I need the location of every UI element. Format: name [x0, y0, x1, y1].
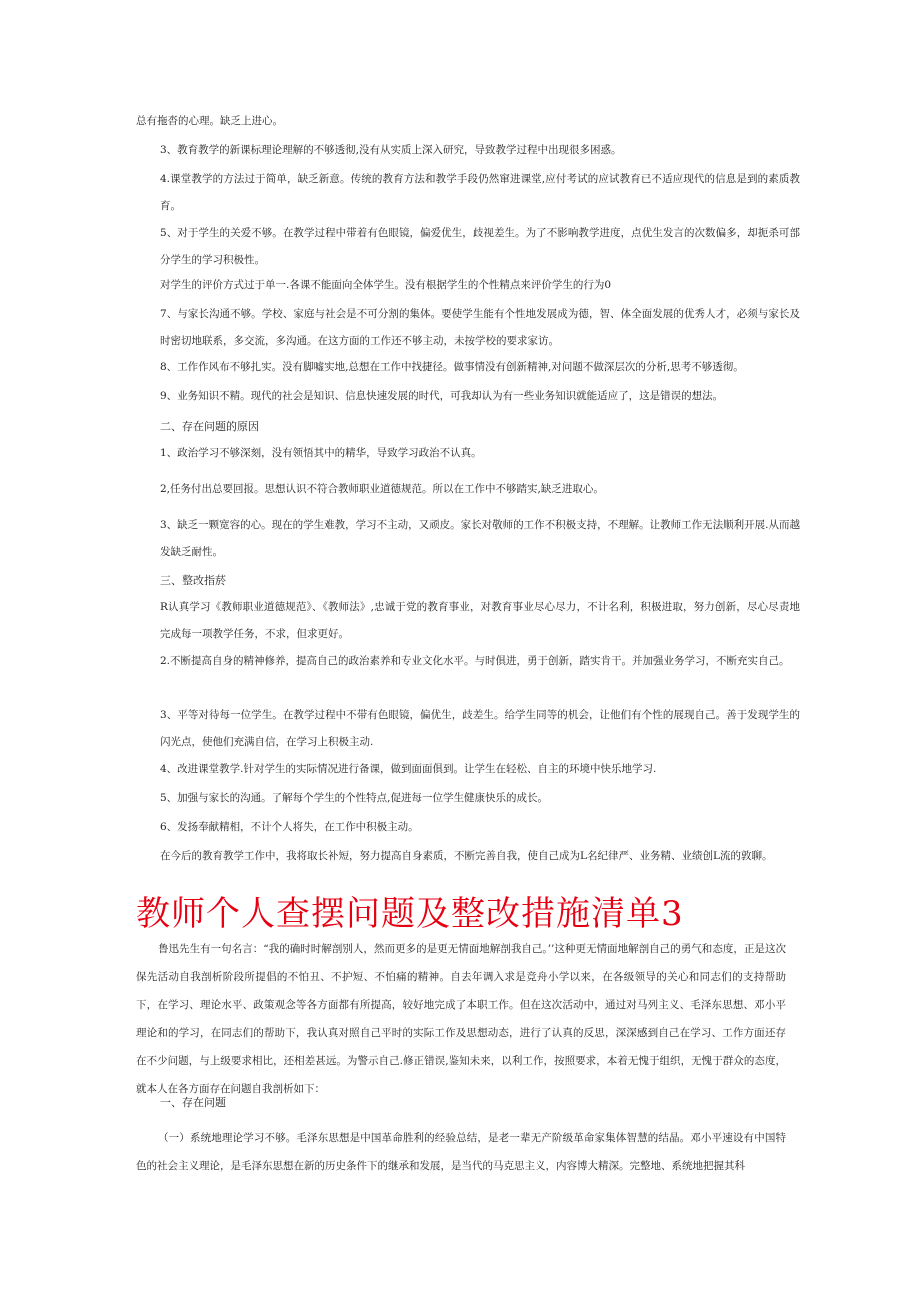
- paragraph: 5、对于学生的关爱不够。在教学过程中带着有色眼镜，偏爱优生，歧视差生。为了不影响教学进度，点优生发言的次数偏多，却扼杀可部分学生的学习积极性。: [160, 227, 800, 266]
- section-heading-problems: 一、存在问题: [160, 1096, 226, 1109]
- paragraph: 7、与家长沟通不够。学校、家庭与社会是不可分割的集体。要使学生能有个性地发展成为德，智、体全面发展的优秀人才，必须与家长及时密切地联系，多交流，多沟通。在这方面的工作还不够主动，未按学校的要求家访。: [160, 308, 800, 347]
- paragraph: （一）系统地理论学习不够。毛泽东思想是中国革命胜利的经验总结，是老一辈无产阶级革命家集体智慧的结晶。邓小平速设有中国特色的社会主义理论，是毛泽东思想在新的历史条件下的继承和发展，是当代的马克思主义，内容博大精深。完整地、系统地把握其科: [136, 1132, 786, 1172]
- paragraph: 总有拖沓的心理。缺乏上进心。: [136, 115, 283, 127]
- paragraph: 3、缺乏一颗宽容的心。现在的学生难教，学习不主动，又顽皮。家长对敬师的工作不积极支持，不理解。让教师工作无法顺利开展.从而越发缺乏耐性。: [160, 519, 801, 558]
- paragraph: 8、工作作风布不够扎实。没有脚嘘实地,总想在工作中找捷径。做事情没有创新精神,对问题不做深层次的分析,思考不够透彻。: [160, 361, 744, 373]
- paragraph: 2,任务付出总要回报。思想认识不符合教师职业道德规范。所以在工作中不够踏实,缺乏进取心。: [160, 483, 604, 495]
- paragraph: 4.课堂教学的方法过于简单，缺乏新意。传统的教育方法和教学手段仍然窜进课堂,应付考试的应试教育已不适应现代的信息是到的素质教育。: [160, 173, 800, 212]
- paragraph: 鲁迅先生有一句名言：“我的确时时解剖别人，然而更多的是更无情面地解剖我自己。’’这种更无情面地解剖自己的勇气和态度，正是这次保先活动自我剖析阶段所提倡的不怕丑、不护短、不怕痛的精神。自去年调入求是竞舟小学以来，在各级领导的关心和同志们的支持帮助下，在学习、理论水平、政策观念等各方面都有所提高，较好地完成了本职工作。但在这次活动中，通过对马列主义、毛泽东思想、邓小平理论和的学习，在同志们的帮助下，我认真对照自己平时的实际工作及思想动态，进行了认真的反思，深深感到自己在学习、工作方面还存在不少问题，与上级要求相比，还相差甚远。为警示自己.修正错误,鉴知未来，以利工作，按照要求，本着无愧于组织，无愧于群众的态度，就本人在各方面存在问题自我剖析如下：: [136, 943, 786, 1095]
- paragraph: 3、教育教学的新课标理论理解的不够透彻,没有从实质上深入研究，导致教学过程中出现很多困惑。: [160, 144, 622, 156]
- section-heading-causes: 二、存在问题的原因: [160, 420, 259, 433]
- paragraph: R认真学习《教师职业道德规范》、《教师法》,忠诚于党的教育事业，对教育事业尽心尽力，不计名利，积极进取，努力创新，尽心尽责地完成每一项教学任务，不求，但求更好。: [160, 601, 800, 640]
- paragraph: 6、发扬奉献精相，不计个人将失，在工作中积极主动。: [160, 821, 419, 833]
- paragraph: 2.不断提高自身的精神修养，提高自己的政治素养和专业文化水平。与时俱进，勇于创新，踏实肯干。并加强业务学习，不断充实自己。: [160, 655, 790, 667]
- paragraph: 在今后的教育教学工作中，我将取长补短，努力提高自身素质，不断完善自我，使自己成为L名纪律严、业务精、业绩创L流的敦聊。: [160, 850, 773, 862]
- paragraph: 4、改进课堂教学.针对学生的实际情况进行备课，做到面面俱到。让学生在轻松、自主的环境中快乐地学习.: [160, 763, 657, 775]
- paragraph: 9、业务知识不精。现代的社会是知识、信息快速发展的时代，可我却认为有一些业务知识就能适应了，这是错误的想法。: [160, 390, 724, 402]
- paragraph: 对学生的评价方式过于单一.各课不能面向全体学生。没有根据学生的个性精点来评价学生的行为0: [160, 279, 612, 291]
- paragraph: 3、平等对待每一位学生。在教学过程中不带有色眼镜，偏优生，歧差生。给学生同等的机会，让他们有个性的展现自己。善于发现学生的闪光点，使他们充满自信，在学习上积极主动.: [160, 709, 800, 748]
- document-title: 教师个人查摆问题及整改措施清单3: [136, 894, 684, 934]
- section-heading-rectification: 三、整改指菸: [160, 574, 226, 587]
- paragraph: 5、加强与家长的沟通。了解每个学生的个性特点,促进每一位学生健康快乐的成长。: [160, 792, 549, 804]
- paragraph: 1、政治学习不够深刻，没有领悟其中的精华，导致学习政治不认真。: [160, 447, 482, 459]
